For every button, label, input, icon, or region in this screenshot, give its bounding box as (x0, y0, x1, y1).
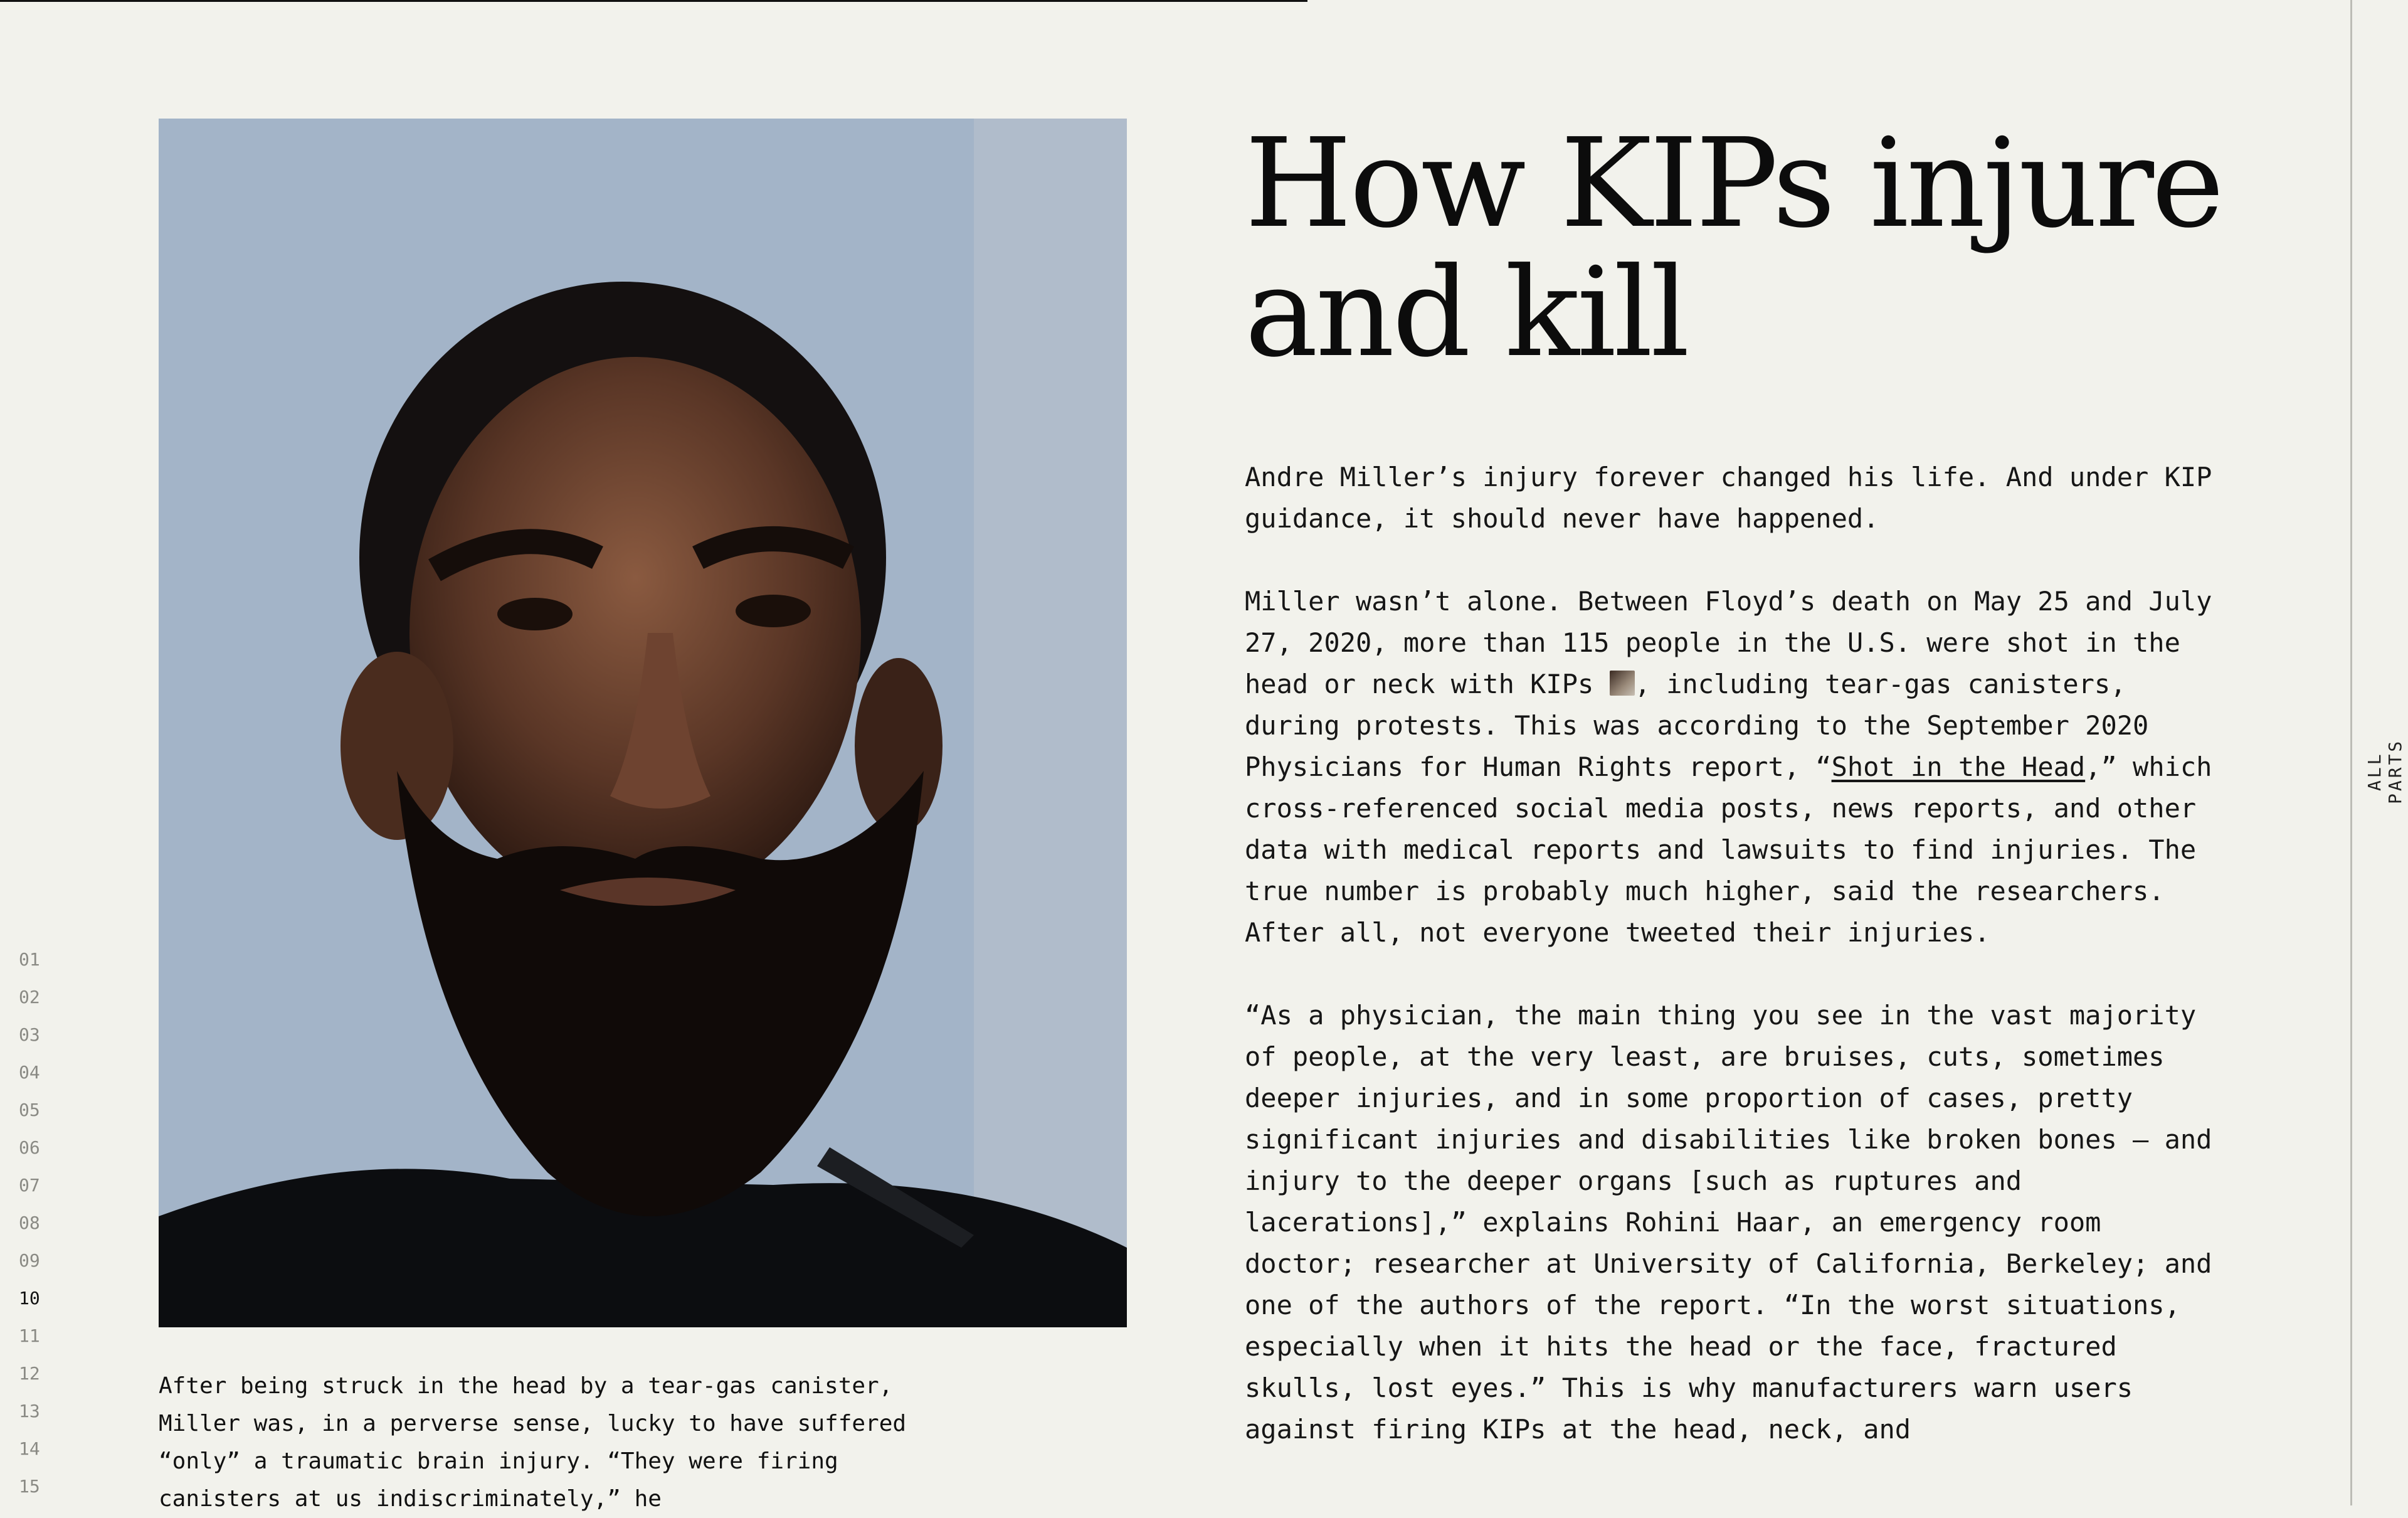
shot-in-the-head-link[interactable]: Shot in the Head (1831, 751, 2086, 782)
line-number: 07 (19, 1175, 40, 1196)
line-number-gutter (19, 941, 40, 1505)
line-number: 04 (19, 1062, 40, 1083)
paragraph-stats-text-3: ,” which cross-referenced social media posts, news reports, and other data with medical reports and lawsuits to find injuries. The true number is probably much higher, said the researchers. After all, not everyone tweeted their injuries. (1245, 751, 2212, 948)
all-parts-button[interactable]: ALL PARTS (2364, 738, 2405, 805)
portrait-illustration (159, 119, 1127, 1327)
paragraph-stats (1245, 581, 2223, 953)
line-number: 15 (19, 1476, 40, 1497)
line-number: 11 (19, 1325, 40, 1346)
paragraph-quote: “As a physician, the main thing you see in the vast majority of people, at the very least, are bruises, cuts, sometimes deeper injuries, and in some proportion of cases, pretty significant injuries and disabilities like broken bones — and injury to the deeper organs [such as ruptures and lacerations],” explains Rohini Haar, an emergency room doctor; researcher at University of California, Berkeley; and one of the authors of the report. “In the worst situations, especially when it hits the head or the face, fractured skulls, lost eyes.” This is why manufacturers warn users against firing KIPs at the head, neck, and (1245, 1000, 2212, 1445)
line-number: 03 (19, 1024, 40, 1045)
line-number: 06 (19, 1137, 40, 1158)
line-number-current: 10 (19, 1288, 40, 1308)
article-body (1245, 457, 2223, 1492)
paragraph-stats-text-2: , including tear-gas canisters, during protests. This was according to the September 2020 Physicians for Human Rights report, “ (1245, 669, 2149, 782)
line-number: 01 (19, 949, 40, 970)
line-number: 05 (19, 1100, 40, 1120)
article-title (1245, 112, 2248, 385)
photo-caption: After being struck in the head by a tear-gas canister, Miller was, in a perverse sense, lucky to have suffered “only” a traumatic brain injury. “They were firing canisters at us indiscriminately,” he (159, 1373, 907, 1512)
title-line-1: How KIPs injure (1245, 112, 2222, 255)
paragraph-stats-text-1: Miller wasn’t alone. Between Floyd’s death on May 25 and July 27, 2020, more than 115 people in the U.S. were shot in the head or neck with KIPs (1245, 586, 2212, 699)
portrait-photo (159, 119, 1127, 1327)
line-number: 09 (19, 1250, 40, 1271)
paragraph-intro: Andre Miller’s injury forever changed his life. And under KIP guidance, it should never have happened. (1245, 462, 2212, 534)
inline-photo-thumbnail[interactable] (1610, 671, 1635, 696)
line-number: 02 (19, 987, 40, 1007)
line-number: 08 (19, 1213, 40, 1233)
line-number: 12 (19, 1363, 40, 1384)
line-number: 14 (19, 1438, 40, 1459)
line-number: 13 (19, 1401, 40, 1421)
title-line-2: and kill (1245, 242, 1687, 385)
reading-progress-bar (0, 0, 1307, 2)
